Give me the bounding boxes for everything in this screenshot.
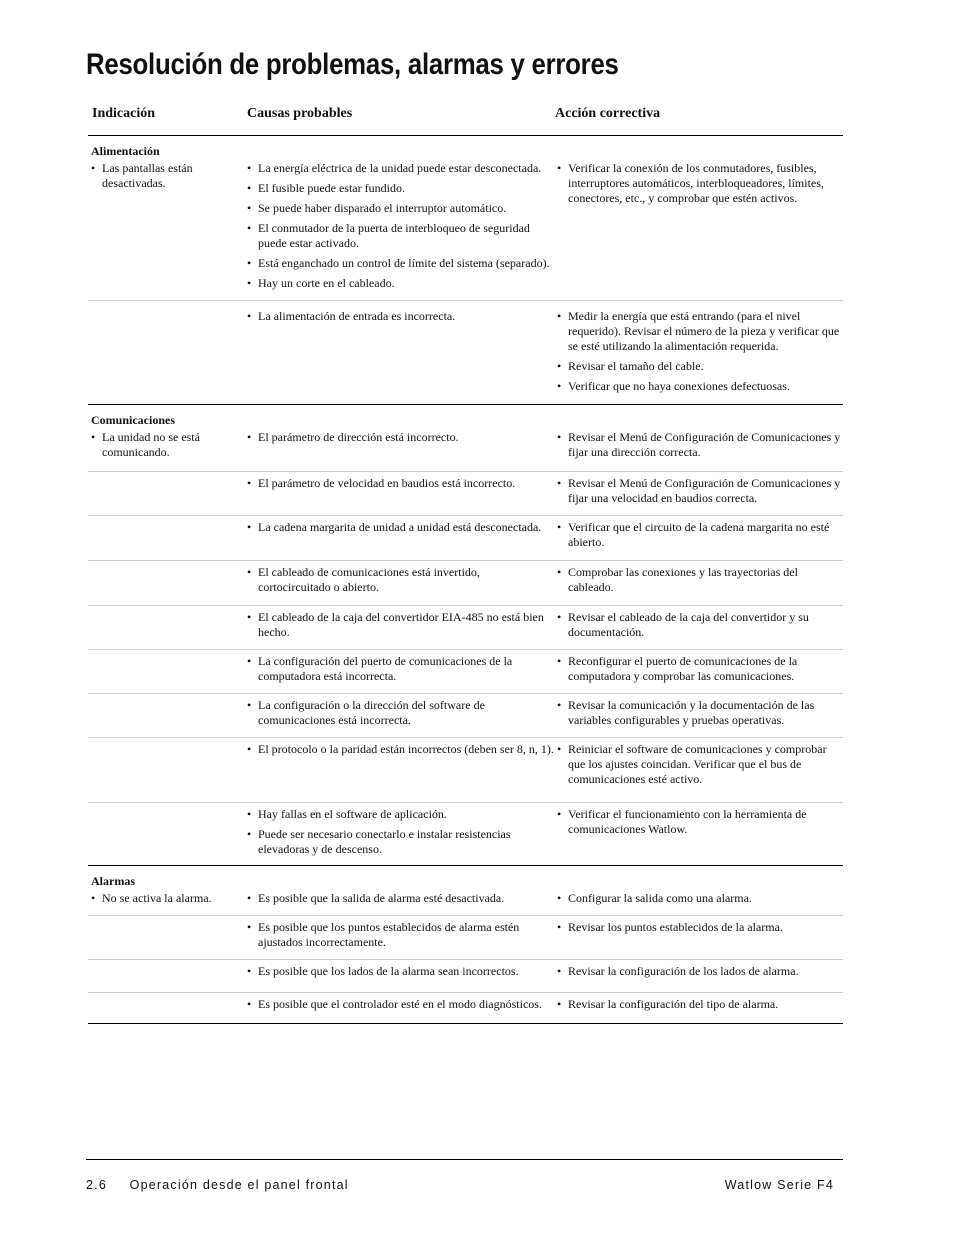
page-number: 2.6 — [86, 1178, 107, 1192]
actions-cell — [554, 565, 843, 600]
causes-cell — [243, 520, 554, 555]
actions-cell — [554, 520, 843, 555]
actions-cell — [554, 920, 843, 955]
causes-cell — [243, 565, 554, 600]
list-item: • La cadena margarita de unidad a unidad está desconectada. — [247, 520, 554, 535]
indication-cell — [88, 520, 243, 555]
list-item: • El parámetro de velocidad en baudios está incorrecto. — [247, 476, 554, 491]
list-item: • El parámetro de dirección está incorrecto. — [247, 430, 554, 445]
table-row — [88, 301, 843, 404]
list-item: • Puede ser necesario conectarlo e instalar resistencias elevadoras y de descenso. — [247, 827, 554, 857]
table-row — [88, 960, 843, 992]
list-item: • La configuración del puerto de comunicaciones de la computadora está incorrecta. — [247, 654, 554, 684]
indication-cell — [88, 997, 243, 1017]
indication-cell — [88, 920, 243, 955]
list-item: • El cableado de comunicaciones está invertido, cortocircuitado o abierto. — [247, 565, 554, 595]
actions-cell — [554, 654, 843, 689]
actions-cell — [554, 309, 843, 399]
causes-cell — [243, 430, 554, 465]
table-row — [88, 803, 843, 865]
list-item: • Verificar que no haya conexiones defectuosas. — [557, 379, 843, 394]
actions-cell — [554, 698, 843, 733]
header-indication: Indicación — [92, 106, 156, 121]
section-title: Alimentación — [91, 144, 160, 158]
section — [88, 136, 843, 405]
table-row — [88, 430, 843, 471]
list-item: • Es posible que la salida de alarma esté desactivada. — [247, 891, 554, 906]
table-row — [88, 472, 843, 515]
list-item: • Revisar el Menú de Configuración de Comunicaciones y fijar una velocidad en baudios correcta. — [557, 476, 843, 506]
list-item: • Revisar el cableado de la caja del convertidor y su documentación. — [557, 610, 843, 640]
table-row — [88, 516, 843, 560]
causes-cell — [243, 610, 554, 645]
list-item: • Revisar la configuración del tipo de alarma. — [557, 997, 843, 1012]
table-row — [88, 606, 843, 649]
list-item: • Hay un corte en el cableado. — [247, 276, 554, 291]
list-item: • Las pantallas están desactivadas. — [91, 161, 243, 191]
list-item: • Es posible que los puntos establecidos de alarma estén ajustados incorrectamente. — [247, 920, 554, 950]
footer-left — [86, 1178, 349, 1192]
actions-cell — [554, 964, 843, 984]
actions-cell — [554, 476, 843, 511]
causes-cell — [243, 161, 554, 296]
actions-cell — [554, 742, 843, 792]
list-item: • La unidad no se está comunicando. — [91, 430, 243, 460]
table-row — [88, 916, 843, 959]
list-item: • Verificar la conexión de los conmutadores, fusibles, interruptores automáticos, interbloqueadores, límites, conectores, etc., y comprobar que estén activos. — [557, 161, 843, 206]
list-item: • Revisar el tamaño del cable. — [557, 359, 843, 374]
table-row — [88, 891, 843, 915]
list-item: • El protocolo o la paridad están incorrectos (deben ser 8, n, 1). — [247, 742, 554, 757]
indication-cell — [88, 964, 243, 984]
table-row — [88, 650, 843, 693]
indication-cell — [88, 891, 243, 911]
list-item: • No se activa la alarma. — [91, 891, 243, 906]
section-title: Alarmas — [91, 874, 135, 888]
causes-cell — [243, 920, 554, 955]
causes-cell — [243, 309, 554, 399]
table-row — [88, 993, 843, 1023]
list-item: • Es posible que los lados de la alarma sean incorrectos. — [247, 964, 554, 979]
section-title: Comunicaciones — [91, 413, 175, 427]
list-item: • Configurar la salida como una alarma. — [557, 891, 843, 906]
table-body — [88, 136, 843, 1024]
list-item: • Reconfigurar el puerto de comunicaciones de la computadora y comprobar las comunicaciones. — [557, 654, 843, 684]
list-item: • La alimentación de entrada es incorrecta. — [247, 309, 554, 324]
actions-cell — [554, 891, 843, 911]
list-item: • Hay fallas en el software de aplicación. — [247, 807, 554, 822]
indication-cell — [88, 654, 243, 689]
list-item: • La configuración o la dirección del software de comunicaciones está incorrecta. — [247, 698, 554, 728]
header-causes: Causas probables — [247, 106, 353, 121]
indication-cell — [88, 430, 243, 465]
indication-cell — [88, 161, 243, 296]
list-item: • Se puede haber disparado el interruptor automático. — [247, 201, 554, 216]
list-item: • Está enganchado un control de límite del sistema (separado). — [247, 256, 554, 271]
table-row — [88, 561, 843, 605]
page-footer — [86, 1159, 843, 1192]
product-name: Watlow Serie F4 — [724, 1178, 834, 1192]
list-item: • El fusible puede estar fundido. — [247, 181, 554, 196]
indication-cell — [88, 565, 243, 600]
causes-cell — [243, 654, 554, 689]
causes-cell — [243, 891, 554, 911]
list-item: • La energía eléctrica de la unidad puede estar desconectada. — [247, 161, 554, 176]
header-action: Acción correctiva — [555, 106, 661, 121]
indication-cell — [88, 698, 243, 733]
chapter-title: Operación desde el panel frontal — [129, 1178, 349, 1192]
list-item: • Comprobar las conexiones y las trayectorias del cableado. — [557, 565, 843, 595]
causes-cell — [243, 698, 554, 733]
causes-cell — [243, 964, 554, 984]
causes-cell — [243, 742, 554, 792]
table-row — [88, 161, 843, 300]
actions-cell — [554, 430, 843, 465]
actions-cell — [554, 807, 843, 862]
indication-cell — [88, 807, 243, 862]
list-item: • El cableado de la caja del convertidor EIA-485 no está bien hecho. — [247, 610, 554, 640]
list-item: • Es posible que el controlador esté en el modo diagnósticos. — [247, 997, 554, 1012]
actions-cell — [554, 610, 843, 645]
section — [88, 866, 843, 1024]
list-item: • Revisar el Menú de Configuración de Comunicaciones y fijar una dirección correcta. — [557, 430, 843, 460]
list-item: • Revisar los puntos establecidos de la alarma. — [557, 920, 843, 935]
list-item: • Verificar el funcionamiento con la herramienta de comunicaciones Watlow. — [557, 807, 843, 837]
table-row — [88, 738, 843, 802]
indication-cell — [88, 309, 243, 399]
list-item: • Verificar que el circuito de la cadena margarita no esté abierto. — [557, 520, 843, 550]
section — [88, 405, 843, 866]
list-item: • Reiniciar el software de comunicaciones y comprobar que los ajustes coincidan. Verificar que el bus de comunicaciones esté activo. — [557, 742, 843, 787]
table-row — [88, 694, 843, 737]
list-item: • Medir la energía que está entrando (para el nivel requerido). Revisar el número de la pieza y verificar que se esté utilizando la alimentación requerida. — [557, 309, 843, 354]
table-header — [88, 103, 843, 136]
indication-cell — [88, 610, 243, 645]
actions-cell — [554, 997, 843, 1017]
causes-cell — [243, 997, 554, 1017]
indication-cell — [88, 476, 243, 511]
indication-cell — [88, 742, 243, 792]
list-item: • Revisar la comunicación y la documentación de las variables configurables y pruebas operativas. — [557, 698, 843, 728]
troubleshooting-table — [88, 103, 843, 1024]
actions-cell — [554, 161, 843, 296]
causes-cell — [243, 476, 554, 511]
causes-cell — [243, 807, 554, 862]
list-item: • El conmutador de la puerta de interbloqueo de seguridad puede estar activado. — [247, 221, 554, 251]
list-item: • Revisar la configuración de los lados de alarma. — [557, 964, 843, 979]
page-title: Resolución de problemas, alarmas y errores — [86, 48, 619, 81]
